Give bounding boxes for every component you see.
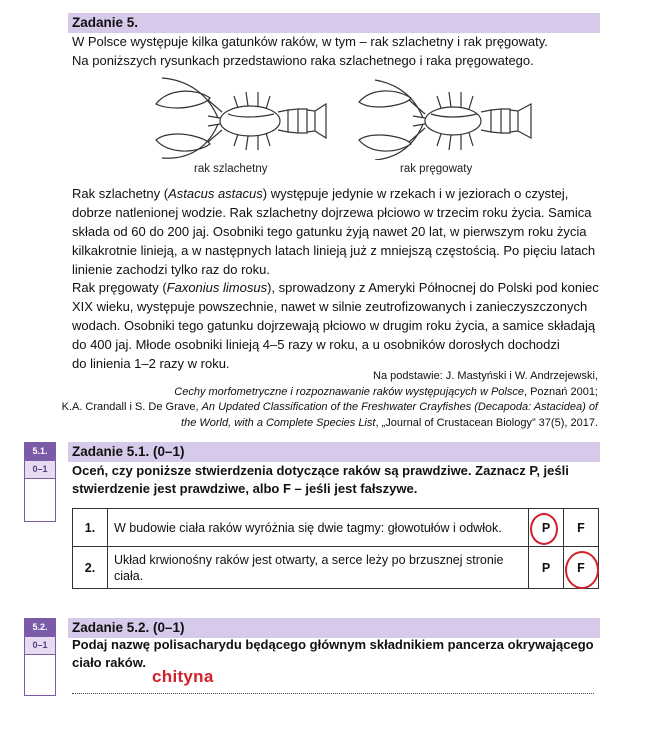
task5-header-bar xyxy=(68,13,600,33)
true-false-table xyxy=(72,508,599,589)
rak-pregowaty-drawing xyxy=(355,74,535,160)
option-f[interactable]: F xyxy=(564,547,599,589)
species-astacus: Astacus astacus xyxy=(168,186,263,201)
source-citation: Na podstawie: J. Mastyński i W. Andrzejewski, Cechy morfometryczne i rozpoznawanie raków występujących w Polsce, Poznań 2001; K.A. Crandall i S. De Grave, An Updated Classification of the Freshwater Crayfishes (Decapoda: Astacidea) of the World, with a Complete Species List, „Journal of Crustacean Biology” 37(5), 2017. xyxy=(61,370,598,429)
caption-rak-szlachetny: rak szlachetny xyxy=(194,163,268,175)
statement-row-1 xyxy=(73,509,599,547)
paragraph-rak-pregowaty: Rak pręgowaty (Faxonius limosus), sprowadzony z Ameryki Północnej do Polski pod koniec XIX wieku, występuje powszechnie, nawet w silnie zeutrofizowanych i zanieczyszczonych wodach. Osobniki tego gatunku dojrzewają płciowo w drugim roku życia, a samice składają do 400 jaj. Młode osobniki linieją 4–5 razy w roku, a u osobników dorosłych dochodzi do linienia 1–2 razy w roku. xyxy=(72,280,599,371)
task5-intro: W Polsce występuje kilka gatunków raków, w tym – rak szlachetny i rak pręgowaty. Na poniższych rysunkach przedstawiono raka szlachetnego i raka pręgowatego. xyxy=(72,34,548,68)
task5-2-points: 0–1 xyxy=(25,636,55,655)
option-p[interactable]: P xyxy=(529,547,564,589)
option-p[interactable]: P xyxy=(529,509,564,547)
task5-1-title: Zadanie 5.1. (0–1) xyxy=(72,444,185,459)
statement-text: W budowie ciała raków wyróżnia się dwie tagmy: głowotułów i odwłok. xyxy=(108,509,529,547)
task5-2-instruction: Podaj nazwę polisacharydu będącego głównym składnikiem pancerza okrywającego ciało raków. xyxy=(72,637,594,670)
caption-rak-pregowaty: rak pręgowaty xyxy=(400,163,473,175)
paragraph-rak-szlachetny: Rak szlachetny (Astacus astacus) występuje jedynie w rzekach i w jeziorach o czystej, dobrze natlenionej wodzie. Rak szlachetny dojrzewa płciowo w trzecim roku życia. Samica składa od 60 do 200 jaj. Osobniki tego gatunku żyją nawet 20 lat, w pierwszym roku życia kilkakrotnie linieją, a w następnych latach linieją już z mniejszą częstością. Po pięciu latach linienie zachodzi tylko raz do roku. xyxy=(72,186,596,277)
task5-1-number: 5.1. xyxy=(25,443,55,460)
answer-mark-circle-f xyxy=(565,551,599,589)
task5-2-points-box xyxy=(24,618,56,696)
statement-text: Układ krwionośny raków jest otwarty, a serce leży po brzusznej stronie ciała. xyxy=(108,547,529,589)
answer-mark-circle-p xyxy=(530,513,558,545)
handwritten-answer: chityna xyxy=(152,667,214,686)
species-faxonius: Faxonius limosus xyxy=(166,280,268,295)
task5-2-number: 5.2. xyxy=(25,619,55,636)
statement-row-2 xyxy=(73,547,599,589)
task5-1-instruction: Oceń, czy poniższe stwierdzenia dotyczące raków są prawdziwe. Zaznacz P, jeśli stwierdzenie jest prawdziwe, albo F – jeśli jest fałszywe. xyxy=(72,463,569,496)
task5-title: Zadanie 5. xyxy=(72,15,139,30)
statement-number: 2. xyxy=(73,547,108,589)
task5-1-points-box xyxy=(24,442,56,522)
task5-2-header-bar xyxy=(68,618,600,638)
task5-1-header-bar xyxy=(68,442,600,462)
task5-2-title: Zadanie 5.2. (0–1) xyxy=(72,620,185,635)
statement-number: 1. xyxy=(73,509,108,547)
option-f[interactable]: F xyxy=(564,509,599,547)
rak-szlachetny-drawing xyxy=(148,74,328,160)
task5-1-points: 0–1 xyxy=(25,460,55,479)
answer-line[interactable] xyxy=(72,693,594,694)
